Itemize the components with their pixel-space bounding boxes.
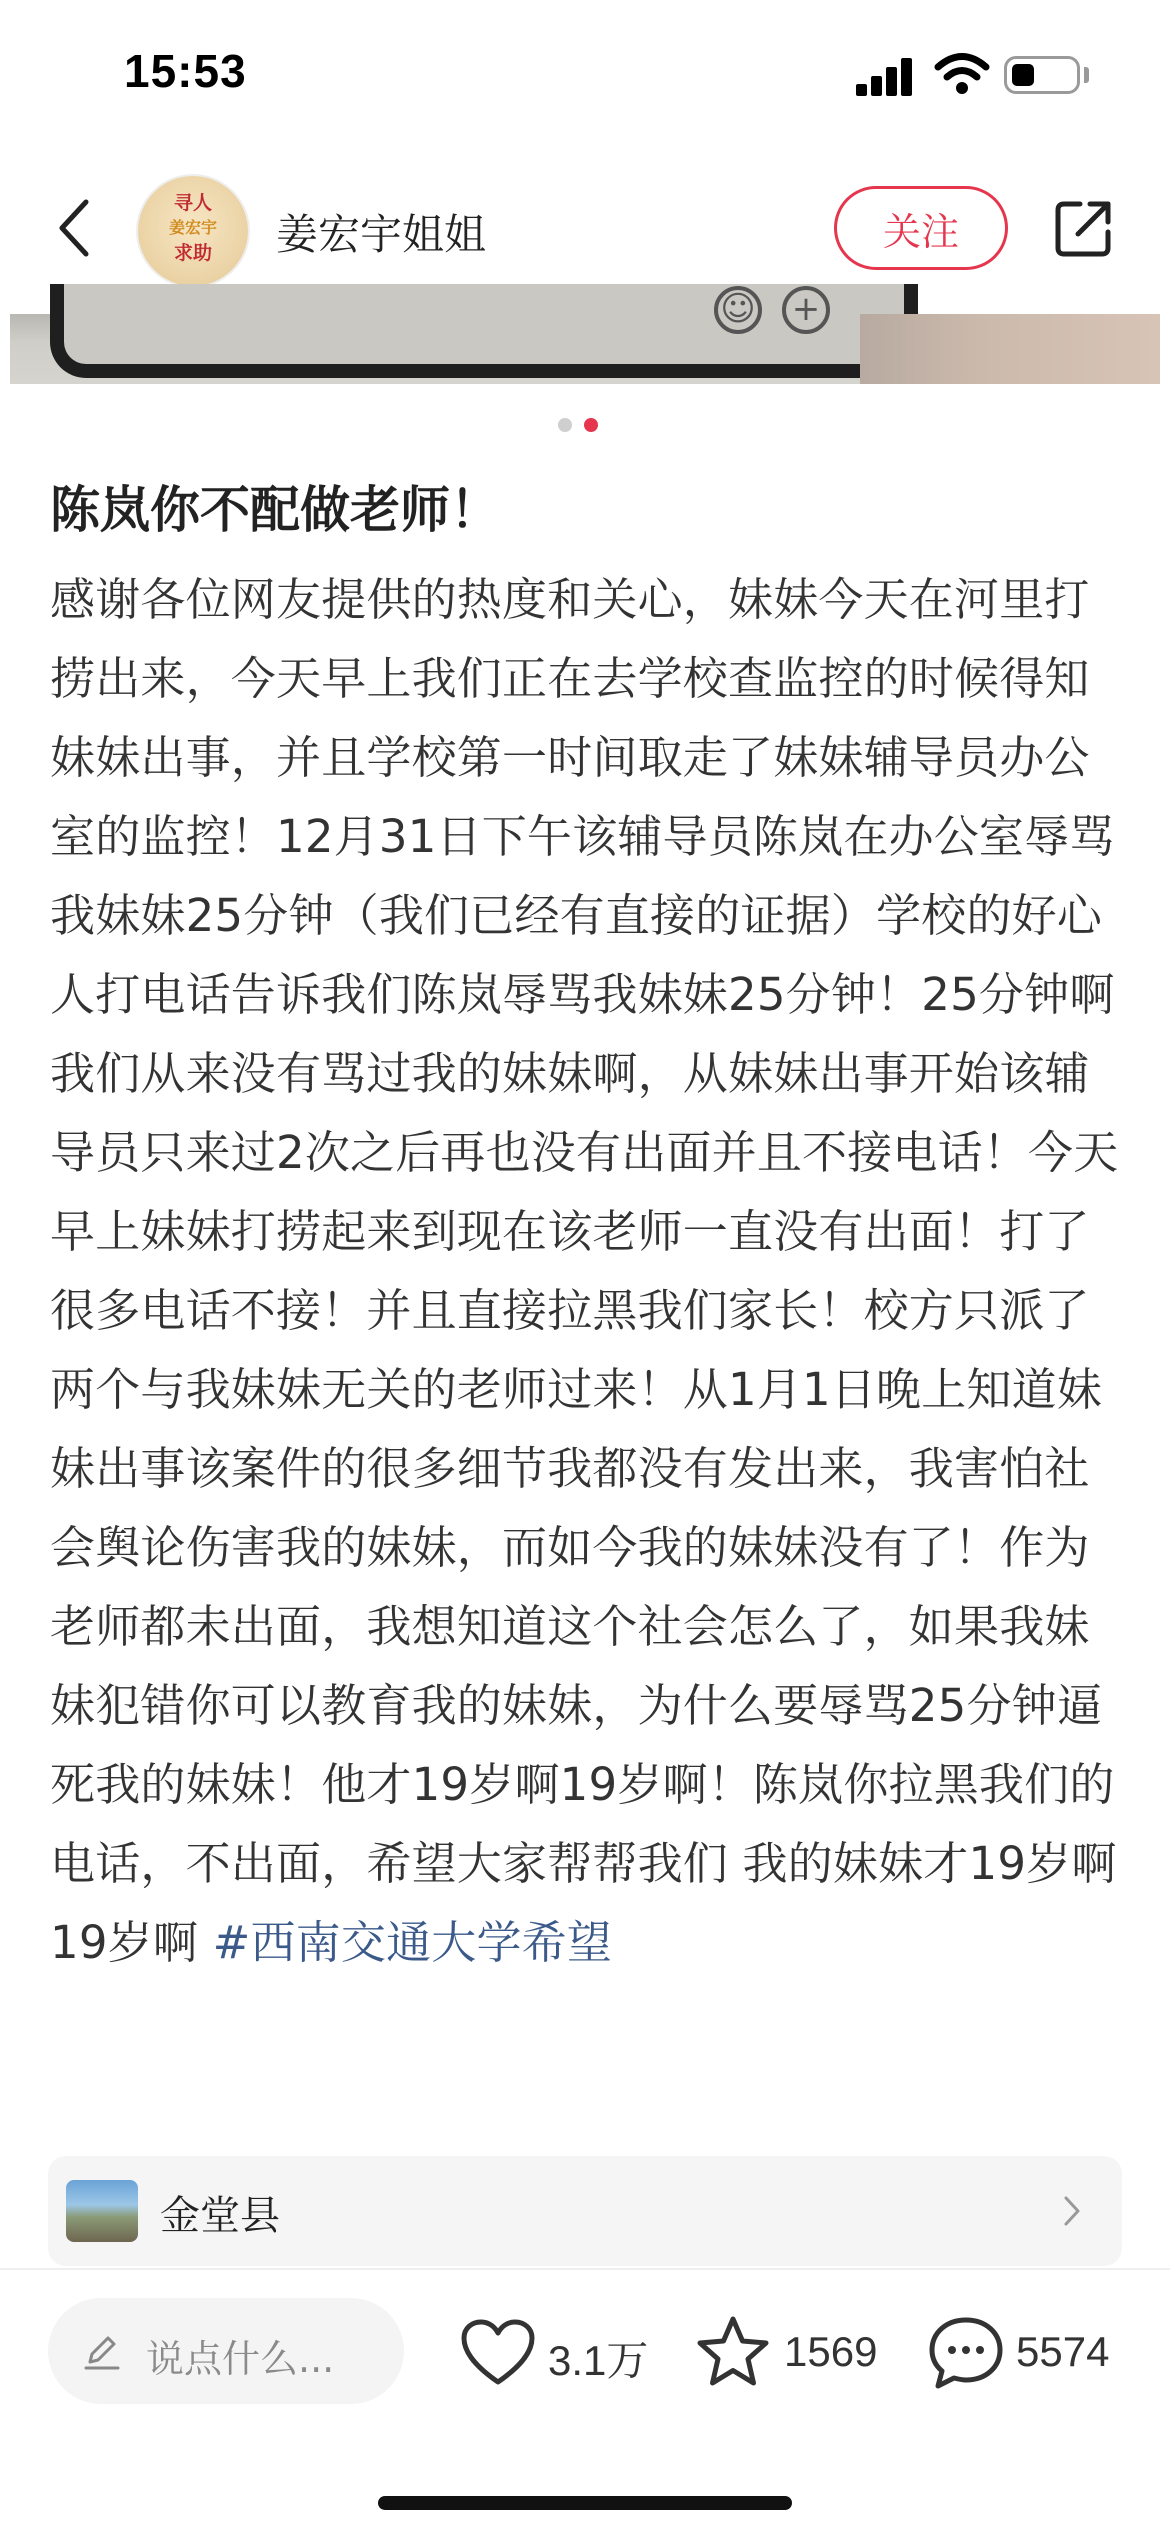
post-title: 陈岚你不配做老师！ [50,481,500,539]
photo-emoji-glyph: ☺ [714,286,762,334]
post-body [50,560,1130,1982]
follow-button[interactable]: 关注 [834,186,1008,270]
collect-count: 1569 [784,2328,878,2375]
star-icon [694,2314,772,2390]
share-icon[interactable] [1052,196,1116,260]
like-button[interactable] [456,2298,656,2404]
location-thumbnail [66,2180,138,2242]
post-body-text: 感谢各位网友提供的热度和关心，妹妹今天在河里打捞出来，今天早上我们正在去学校查监控的时候得知妹妹出事，并且学校第一时间取走了妹妹辅导员办公室的监控！12月31日下午该辅导员陈岚在办公室辱骂我妹妹25分钟（我们已经有直接的证据）学校的好心人打电话告诉我们陈岚辱骂我妹妹25分钟！25分钟啊 我们从来没有骂过我的妹妹啊，从妹妹出事开始该辅导员只来过2次之后再也没有出面并且不接电话！今天早上妹妹打捞起来到现在该老师一直没有出面！打了很多电话不接！并且直接拉黑我们家长！校方只派了两个与我妹妹无关的老师过来！从1月1日晚上知道妹妹出事该案件的很多细节我都没有发出来，我害怕社会舆论伤害我的妹妹，而如今我的妹妹没有了！作为老师都未出面，我想知道这个社会怎么了，如果我妹妹犯错你可以教育我的妹妹，为什么要辱骂25分钟逼死我的妹妹！他才19岁啊19岁啊！陈岚你拉黑我们的电话，不出面，希望大家帮帮我们 我的妹妹才19岁啊 19岁啊 [50,573,1119,1969]
battery-tip [1084,67,1089,83]
carousel-dot-2-active[interactable] [584,418,598,432]
comment-button[interactable] [920,2298,1120,2404]
avatar-text-line-2: 姜宏宇 [168,218,217,237]
wifi-icon [934,52,990,96]
signal-icon [856,58,914,96]
location-chip[interactable] [48,2156,1122,2266]
comment-placeholder: 说点什么... [146,2337,335,2381]
carousel-dot-1[interactable] [558,418,572,432]
pencil-icon [82,2332,122,2372]
bottom-bar-divider [0,2268,1170,2270]
avatar-text-line-3: 求助 [173,242,212,264]
avatar[interactable] [138,176,248,286]
photo-phone-edge [50,284,918,378]
avatar-text-line-1: 寻人 [173,192,212,214]
location-name: 金堂县 [160,2193,280,2239]
status-time: 15:53 [124,45,247,97]
chevron-right-icon [1062,2194,1082,2228]
author-name[interactable]: 姜宏宇姐姐 [276,210,487,259]
battery-icon [1004,56,1080,94]
comment-bubble-icon [926,2314,1006,2392]
comment-input[interactable] [48,2298,404,2404]
photo-hand [860,314,1160,384]
comment-count: 5574 [1016,2328,1110,2375]
like-count: 3.1万 [548,2337,649,2384]
home-indicator [378,2496,792,2510]
photo-plus-glyph: + [782,286,830,334]
heart-icon [460,2318,536,2388]
chevron-left-icon[interactable] [52,196,96,260]
hashtag-link[interactable]: #西南交通大学希望 [212,1916,613,1969]
collect-button[interactable] [690,2298,890,2404]
post-image[interactable] [10,289,1160,384]
